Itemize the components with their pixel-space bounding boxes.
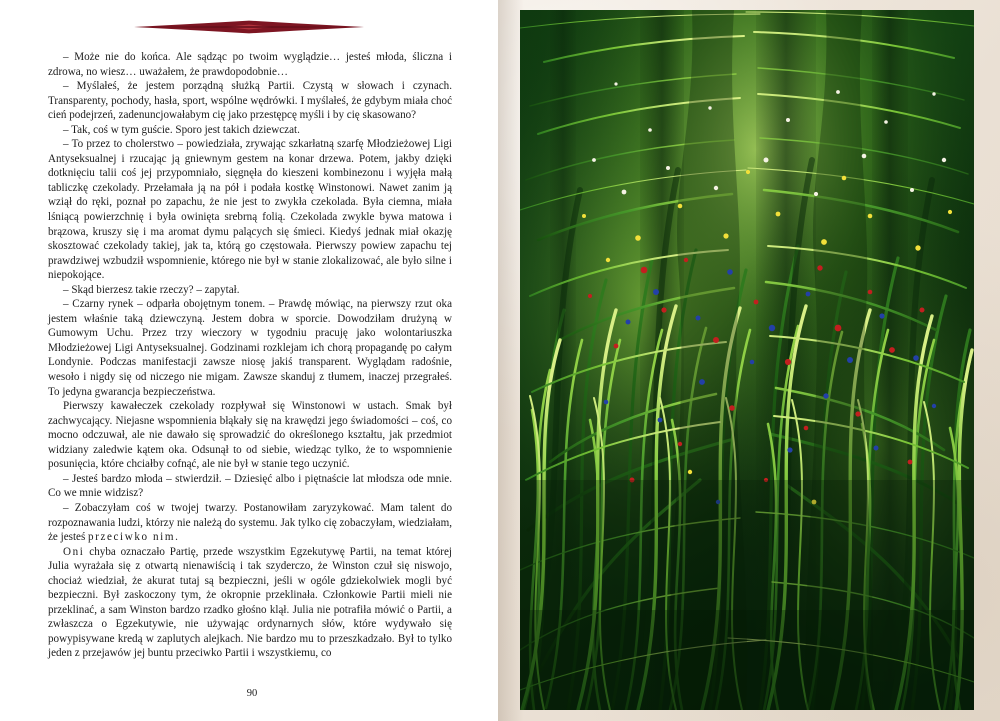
right-page — [498, 0, 1000, 721]
paragraph: – To przez to cholerstwo – powiedziała, zrywając szkarłatną szarfę Młodzieżowej Ligi Antyseksualnej i rzucając ją gniewnym gestem na konar drzewa. Potem, jakby dzięki dotknięciu talii coś jej przypomniało, sięgnęła do kieszeni kombinezonu i wyjęła małą tabliczkę czekolady. Przełamała ją na pół i podała kostkę Winstonowi. Nawet zanim ją wziął do ręki, poznał po zapachu, że nie jest to zwykła czekolada. Była ciemna, miała lśniącą powierzchnię i była owinięta srebrną folią. Czekolada zwykle bywa matowa i brązowa, kruszy się i ma aromat dymu palących się śmieci. Kiedyś jednak miał okazję skosztować czekolady takiej, jak ta, którą go częstowała. Pierwszy powiew zapachu tej prawdziwej wzbudził wspomnienie, którego nie był w stanie zlokalizować, ale było silne i niepokojące. — [48, 138, 452, 282]
illustration-canvas — [520, 10, 974, 710]
paragraph: – Jesteś bardzo młoda – stwierdził. – Dziesięć albo i piętnaście lat młodsza ode mnie. Co we mnie widzisz? — [48, 472, 452, 500]
paragraph: – Skąd bierzesz takie rzeczy? – zapytał. — [63, 283, 240, 296]
paragraph: – Tak, coś w tym guście. Sporo jest takich dziewczat. — [63, 123, 300, 136]
forest-ferns-illustration — [520, 10, 974, 710]
diamond-rule-ornament — [0, 18, 498, 36]
body-text — [48, 50, 452, 661]
paragraph: – Może nie do końca. Ale sądząc po twoim wyglądzie… jesteś młoda, śliczna i zdrowa, no wiesz… uważałem, że prawdopodobnie… — [48, 51, 452, 78]
paragraph: – Czarny rynek – odparła obojętnym tonem. – Prawdę mówiąc, na pierwszy rzut oka jestem właśnie taką dziewczyną. Jestem dobra w sporcie. Dowodziłam drużyną w Gumowym Uchu. Przez trzy wieczory w tygodniu pracuję jako wolontariuszka Młodzieżowej Ligi Antyseksualnej. Godzinami rozklejam ich chorą propagandę po całym Londynie. Podczas manifestacji zawsze niosę jakiś transparent. Wyglądam radośnie, wesoło i nigdy się od niczego nie migam. Zawsze skanduj z tłumem, inaczej przegrałeś. To jedyna gwarancja bezpieczeństwa. — [48, 298, 452, 398]
paragraph-final: Oni chyba oznaczało Partię, przede wszystkim Egzekutywę Partii, na temat której Julia wyrażała się z otwartą nienawiścią i tak szyderczo, że Winston czuł się niswojo, chociaż wiedział, że akurat tutaj są bezpieczni, jeśli w ogóle gdziekolwiek mogli być bezpieczni. Był zaskoczony tym, że okropnie przeklinała. Członkowie Partii mieli nie przeklinać, a sam Winston bardzo rzadko głośno klął. Julia nie potrafiła mówić o Partii, a zwłaszcza o Egzekutywie, nie używając ordynarnych słów, które wydywało się powypisywane kredą w zaplutych alejkach. Nie bardzo mu to przeszkadzało. Był to tylko jeden z przejawów jej buntu przeciwko Partii i wszystkiemu, co — [48, 545, 452, 660]
paragraph: – Myślałeś, że jestem porządną służką Partii. Czystą w słowach i czynach. Transparenty, pochody, hasła, sport, wspólne wędrówki. I myślałeś, że gdybym miała choć cień podejrzeń, zadenuncjowałabym cię jako przestępcę myśli i by cię skasowano? — [48, 80, 452, 122]
paragraph: Pierwszy kawałeczek czekolady rozpływał się Winstonowi w ustach. Smak był zachwycający. Niejasne wspomnienia błąkały się na krawędzi jego świadomości – coś, co mocno odczuwał, ale nie dawało się sprowadzić do określonego kształtu, jak przedmiot widziany zaledwie kątem oka. Odsunął to od siebie, wiedząc tylko, że to wspomnienie posunięcia, które chciałby cofnąć, ale nie był w stanie tego uczynić. — [48, 400, 452, 471]
page-number: 90 — [246, 688, 258, 699]
paragraph: – Zobaczyłam coś w twojej twarzy. Postanowiłam zaryzykować. Mam talent do rozpoznawania ludzi, którzy nie należą do systemu. Jak tylko cię zobaczyłam, wiedziałam, że jesteś przeciwko nim. — [48, 501, 452, 544]
left-page — [0, 0, 498, 721]
